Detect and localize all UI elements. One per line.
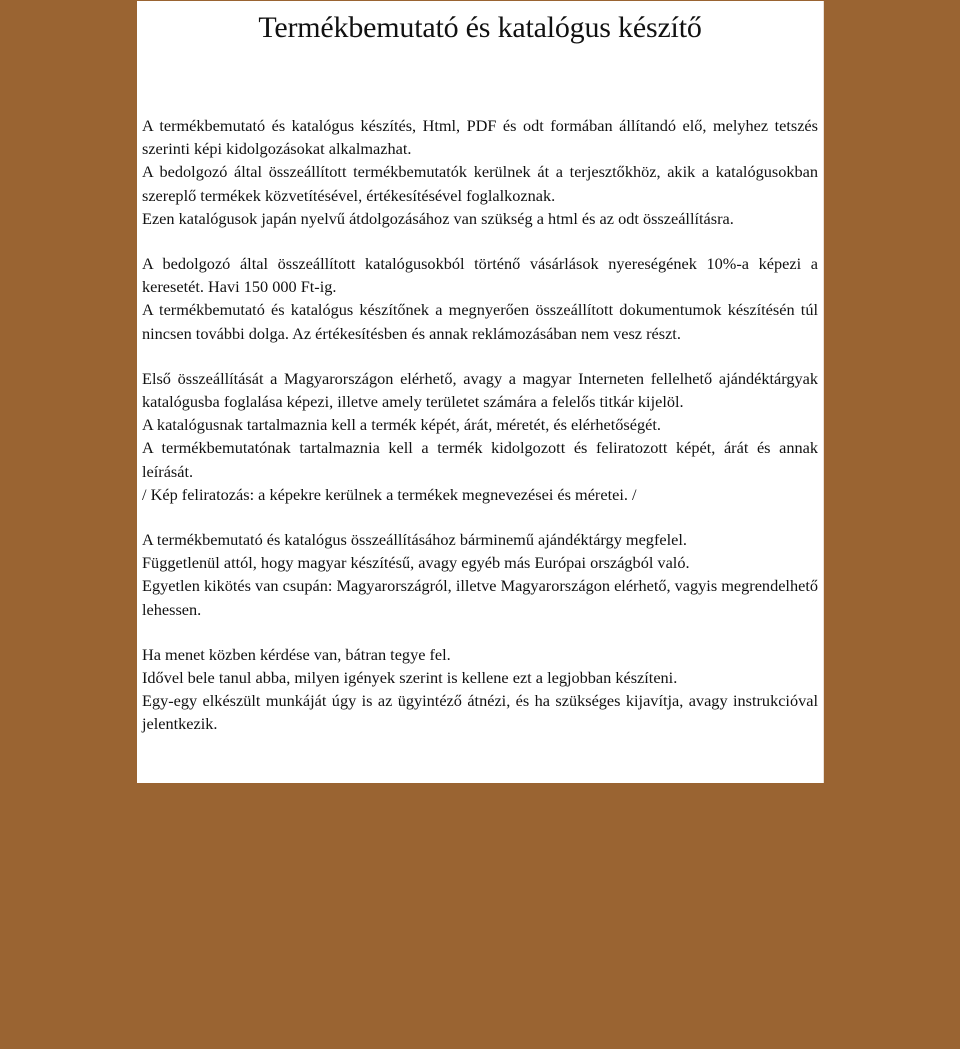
paragraph: Idővel bele tanul abba, milyen igények szerint is kellene ezt a legjobban készíteni. bbox=[142, 668, 678, 688]
page-title: Termékbemutató és katalógus készítő bbox=[258, 11, 702, 44]
paragraph: A termékbemutató és katalógus készítés, Html, PDF és odt formában állítandó elő, melyhez tetszés szerinti képi kidolgozásokat alkalmazhat. bbox=[142, 116, 818, 159]
paragraph: A bedolgozó által összeállított termékbemutatók kerülnek át a terjesztőkhöz, akik a katalógusokban szereplő termékek közvetítésével, értékesítésével foglalkoznak. bbox=[142, 162, 818, 205]
section-gap bbox=[142, 345, 818, 367]
paragraph: A termékbemutatónak tartalmaznia kell a termék kidolgozott és feliratozott képét, árát és annak leírását. bbox=[142, 438, 818, 481]
paragraph: Ezen katalógusok japán nyelvű átdolgozásához van szükség a html és az odt összeállításra. bbox=[142, 208, 734, 228]
document-page bbox=[137, 1, 824, 783]
paragraph: A termékbemutató és katalógus készítőnek a megnyerően összeállított dokumentumok készítésén túl nincsen további dolga. Az értékesítésben és annak reklámozásában nem vesz részt. bbox=[142, 300, 818, 343]
paragraph: Egyetlen kikötés van csupán: Magyarországról, illetve Magyarországon elérhető, vagyis megrendelhető lehessen. bbox=[142, 576, 818, 619]
paragraph: A termékbemutató és katalógus összeállításához bárminemű ajándéktárgy megfelel. bbox=[142, 530, 687, 550]
paragraph: Első összeállítását a Magyarországon elérhető, avagy a magyar Interneten fellelhető ajándéktárgyak katalógusba foglalása képezi, illetve amely területet számára a felelős titkár kijelöl. bbox=[142, 368, 818, 412]
paragraph: A bedolgozó által összeállított katalógusokból történő vásárlások nyereségének 10%-a képezi a keresetét. Havi 150 000 Ft-ig. bbox=[142, 254, 818, 297]
paragraph: Ha menet közben kérdése van, bátran tegye fel. bbox=[142, 644, 451, 664]
paragraph: Egy-egy elkészült munkáját úgy is az ügyintéző átnézi, és ha szükséges kijavítja, avagy instrukcióval jelentkezik. bbox=[142, 691, 818, 734]
paragraph: / Kép feliratozás: a képekre kerülnek a termékek megnevezései és méretei. / bbox=[142, 484, 637, 504]
document-body bbox=[142, 114, 818, 736]
paragraph: A katalógusnak tartalmaznia kell a termék képét, árát, méretét, és elérhetőségét. bbox=[142, 415, 661, 435]
section-gap bbox=[142, 621, 818, 643]
section-gap bbox=[142, 506, 818, 528]
section-gap bbox=[142, 230, 818, 252]
paragraph: Függetlenül attól, hogy magyar készítésű, avagy egyéb más Európai országból való. bbox=[142, 553, 690, 573]
